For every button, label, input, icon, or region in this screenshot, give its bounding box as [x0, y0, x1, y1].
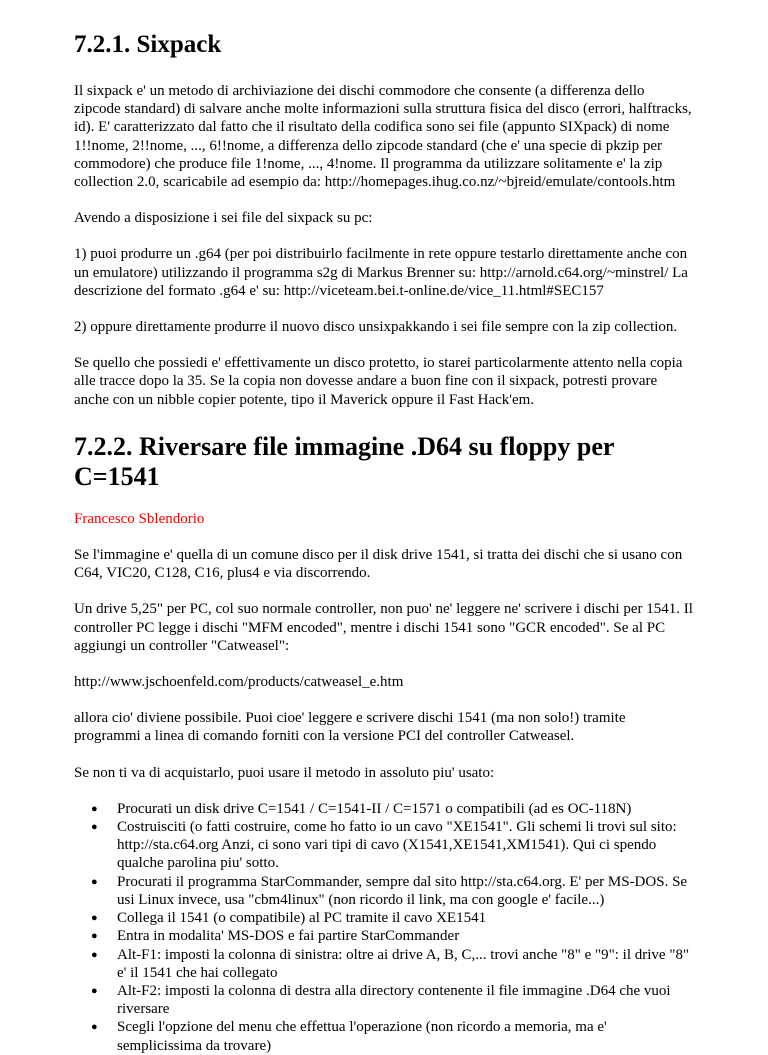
bullet-icon: ●: [91, 802, 98, 815]
section-heading-sixpack: 7.2.1. Sixpack: [74, 31, 222, 58]
bullet-icon: ●: [91, 948, 98, 961]
sixpack-paragraph-option-2: 2) oppure direttamente produrre il nuovo disco unsixpakkando i sei file sempre con la zip collection.: [74, 319, 678, 336]
riversare-paragraph-url: http://www.jschoenfeld.com/products/catweasel_e.htm: [74, 674, 404, 691]
riversare-paragraph-controller: Un drive 5,25" per PC, col suo normale controller, non puo' ne' leggere ne' scrivere i dischi per 1541. Il controller PC legge i dischi "MFM encoded", mentre i dischi 1541 sono "GCR encoded". Se al PC aggiungi un controller "Catweasel":: [74, 601, 693, 654]
bullet-icon: ●: [91, 1021, 98, 1034]
list-item-text: Costruisciti (o fatti costruire, come ho fatto io un cavo "XE1541". Gli schemi li trovi sul sito: http://sta.c64.org Anzi, ci sono vari tipi di cavo (X1541,XE1541,XM1541). Qui ci spendo qualche parolina piu' sotto.: [117, 819, 677, 872]
list-item: [91, 1018, 694, 1054]
section-heading-riversare: 7.2.2. Riversare file immagine .D64 su floppy per C=1541: [74, 431, 614, 491]
sixpack-paragraph-files: Avendo a disposizione i sei file del sixpack su pc:: [74, 210, 373, 227]
list-item-text: Alt-F2: imposti la colonna di destra alla directory contenente il file immagine .D64 che vuoi riversare: [117, 982, 671, 1018]
bullet-icon: ●: [91, 821, 98, 834]
list-item: [91, 982, 694, 1018]
list-item-text: Entra in modalita' MS-DOS e fai partire StarCommander: [117, 928, 460, 945]
sixpack-paragraph-protected: Se quello che possiedi e' effettivamente un disco protetto, io starei particolarmente attento nella copia alle tracce dopo la 35. Se la copia non dovesse andare a buon fine con il sixpack, potresti provare anche con un nibble copier potente, tipo il Maverick oppure il Fast Hack'em.: [74, 355, 683, 408]
riversare-paragraph-intro: Se l'immagine e' quella di un comune disco per il disk drive 1541, si tratta dei dischi che si usano con C64, VIC20, C128, C16, plus4 e via discorrendo.: [74, 547, 683, 582]
list-item-text: Procurati il programma StarCommander, sempre dal sito http://sta.c64.org. E' per MS-DOS. Se usi Linux invece, usa "cbm4linux" (non ricordo il link, ma con google e' facile...): [117, 873, 688, 908]
bullet-icon: ●: [91, 875, 98, 888]
list-item-text: Procurati un disk drive C=1541 / C=1541-II / C=1571 o compatibili (ad es OC-118N): [117, 800, 632, 817]
list-item: [91, 873, 694, 909]
list-item-text: Scegli l'opzione del menu che effettua l'operazione (non ricordo a memoria, ma e' semplicissima da trovare): [117, 1019, 607, 1054]
riversare-paragraph-method: Se non ti va di acquistarlo, puoi usare il metodo in assoluto piu' usato:: [74, 764, 495, 781]
list-item-text: Alt-F1: imposti la colonna di sinistra: oltre ai drive A, B, C,... trovi anche "8" e "9": il drive "8" e' il 1541 che hai collegato: [117, 946, 690, 981]
list-item: [91, 909, 694, 927]
list-item: [91, 927, 694, 945]
list-item: [91, 946, 694, 982]
bullet-icon: ●: [91, 930, 98, 943]
list-item-text: Collega il 1541 (o compatibile) al PC tramite il cavo XE1541: [117, 910, 487, 927]
bullet-icon: ●: [91, 912, 98, 925]
sixpack-paragraph-option-1: 1) puoi produrre un .g64 (per poi distribuirlo facilmente in rete oppure testarlo direttamente anche con un emulatore) utilizzando il programma s2g di Markus Brenner su: http://arnold.c64.org/~minstrel/ La descrizione del formato .g64 e' su: http://viceteam.bei.t-online.de/vice_11.html#SEC157: [74, 246, 688, 299]
list-item: [91, 818, 694, 873]
sixpack-paragraph-intro: Il sixpack e' un metodo di archiviazione dei dischi commodore che consente (a differenza dello zipcode standard) di salvare anche molte informazioni sulla struttura fisica del disco (errori, halftracks, id). E' caratterizzato dal fatto che il risultato della codifica sono sei file (appunto SIXpack) di nome 1!!nome, 2!!nome, ..., 6!!nome, a differenza dello zipcode standard (che e' una specie di pkzip per commodore) che produce file 1!nome, ..., 4!nome. Il programma da utilizzare solitamente e' la zip collection 2.0, scaricabile ad esempio da: http://homepages.ihug.co.nz/~bjreid/emulate/contools.htm: [74, 83, 692, 191]
author-name: Francesco Sblendorio: [74, 510, 205, 527]
riversare-paragraph-possible: allora cio' diviene possibile. Puoi cioe' leggere e scrivere dischi 1541 (ma non solo!) tramite programmi a linea di comando forniti con la versione PCI del controller Catweasel.: [74, 710, 626, 745]
bullet-icon: ●: [91, 984, 98, 997]
steps-list: [74, 800, 694, 1055]
list-item: [91, 800, 694, 818]
